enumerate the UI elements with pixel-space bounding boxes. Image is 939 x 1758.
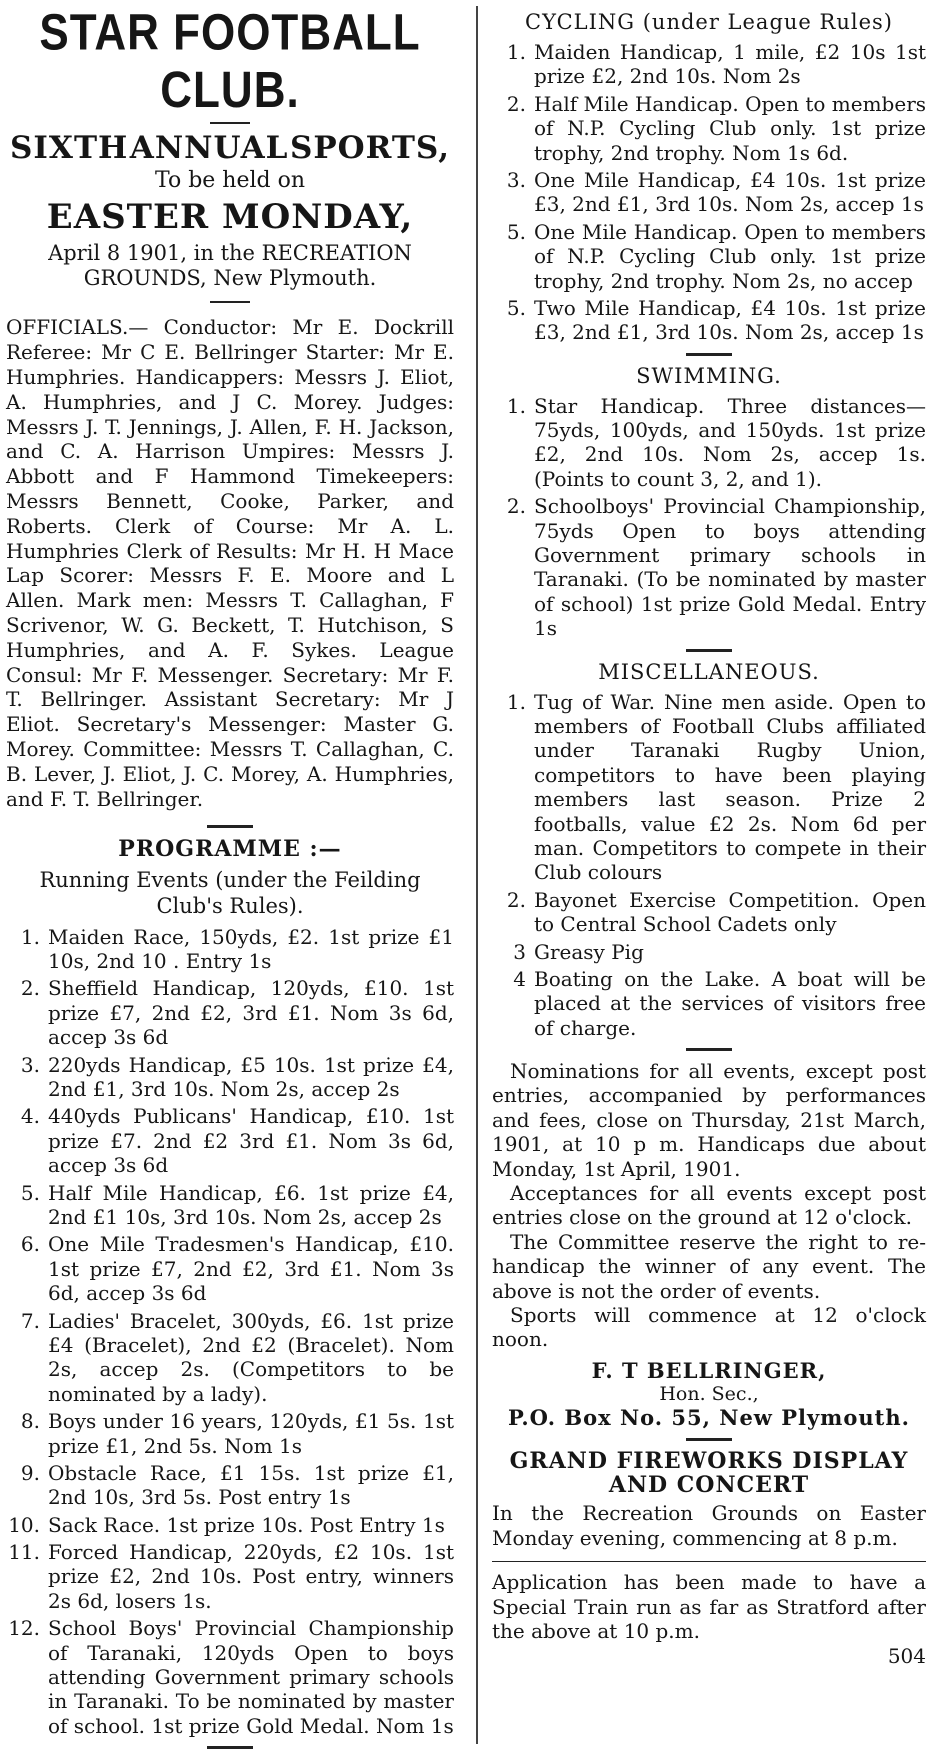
divider — [686, 353, 732, 356]
event-text: Two Mile Handicap, £4 10s. 1st prize £3, 2nd £1, 3rd 10s. Nom 2s, accep 1s — [534, 295, 926, 345]
event-item — [6, 1104, 454, 1177]
officials-list: OFFICIALS.— Conductor: Mr E. Dockrill Referee: Mr C E. Bellringer Starter: Mr E. Humphries. Handicappers: Messrs J. Eliot, A. Humphries, and J C. Morey. Judges: Messrs J. T. Jennings, J. Allen, F. H. Jackson, and C. A. Harrison Umpires: Messrs J. Abbott and F Hammond Timekeepers: Messrs Bennett, Cooke, Parker, and Roberts. Clerk of Course: Mr A. L. Humphries Clerk of Results: Mr H. H Mace Lap Scorer: Messrs F. E. Moore and L Allen. Mark men: Messrs T. Callaghan, F Scrivenor, W. G. Beckett, T. Hutchison, S Humphries, and A. F. Sykes. League Consul: Mr F. Messenger. Secretary: Mr F. T. Bellringer. Assistant Secretary: Mr J Eliot. Secretary's Messenger: Master G. Morey. Committee: Messrs T. Callaghan, C. B. Lever, J. Eliot, J. C. Morey, A. Humphries, and F. T. Bellringer. — [6, 315, 454, 811]
event-item — [6, 925, 454, 974]
event-item — [6, 1513, 454, 1537]
event-text: Sheffield Handicap, 120yds, £10. 1st prize £7, 2nd £2, 3rd £1. Nom 3s 6d, accep 3s 6d — [48, 976, 454, 1050]
ad-number: 504 — [887, 1644, 926, 1669]
event-text: Maiden Handicap, 1 mile, £2 10s 1st prize £2, 2nd 10s. Nom 2s — [534, 40, 926, 89]
event-number: 6. — [20, 1232, 40, 1257]
event-text: Bayonet Exercise Competition. Open to Central School Cadets only — [534, 887, 926, 937]
event-number: 5. — [20, 1180, 40, 1205]
running-events-list — [6, 925, 454, 1739]
event-item — [492, 888, 926, 937]
event-item — [492, 690, 926, 885]
event-text: Ladies' Bracelet, 300yds, £6. 1st prize £4 (Bracelet), 2nd £2 (Bracelet). Nom 2s, accep 2s. (Competitors to be nominated by a lady). — [48, 1308, 454, 1406]
note-paragraph: Nominations for all events, except post entries, accompanied by performances and fees, close on Thursday, 21st March, 1901, at 10 p m. Handicaps due about Monday, 1st April, 1901. — [492, 1059, 926, 1181]
fireworks-heading-line: AND CONCERT — [608, 1471, 810, 1498]
masthead: STAR FOOTBALL CLUB. — [39, 4, 421, 119]
event-number: 12. — [8, 1616, 40, 1641]
event-item — [6, 976, 454, 1049]
divider — [686, 1438, 732, 1441]
event-number: 1. — [20, 924, 40, 949]
event-item — [6, 1461, 454, 1510]
fireworks-text: In the Recreation Grounds on Easter Monday evening, commencing at 8 p.m. — [492, 1501, 926, 1550]
secretary-name: F. T BELLRINGER, — [591, 1357, 827, 1383]
event-number: 3. — [506, 167, 526, 192]
miscellaneous-events-list — [492, 690, 926, 1040]
event-number: 2. — [506, 887, 526, 912]
event-item — [492, 940, 926, 964]
event-item — [6, 1181, 454, 1230]
swimming-heading: SWIMMING. — [636, 363, 782, 388]
ad-footer — [492, 1644, 926, 1668]
secretary-address: P.O. Box No. 55, New Plymouth. — [508, 1404, 910, 1430]
title-word: SIXTH — [10, 130, 129, 166]
event-text: Half Mile Handicap. Open to members of N.P. Cycling Club only. 1st prize trophy, 2nd trophy. Nom 1s 6d. — [534, 91, 927, 165]
event-number: 4. — [20, 1104, 40, 1129]
secretary-role: Hon. Sec., — [659, 1382, 759, 1405]
event-number: 3 — [513, 939, 526, 964]
divider — [207, 825, 253, 828]
note-paragraph: The Committee reserve the right to re-handicap the winner of any event. The above is not the order of events. — [492, 1229, 926, 1303]
event-text: Sack Race. 1st prize 10s. Post Entry 1s — [48, 1512, 445, 1537]
event-text: One Mile Tradesmen's Handicap, £10. 1st prize £7, 2nd £2, 3rd £1. Nom 3s 6d, accep 3s 6d — [48, 1232, 454, 1306]
event-number: 3. — [20, 1052, 40, 1077]
event-item — [6, 1053, 454, 1102]
event-item — [492, 168, 926, 217]
event-item — [492, 967, 926, 1040]
event-item — [492, 220, 926, 293]
event-text: Greasy Pig — [534, 939, 644, 964]
event-text: Half Mile Handicap, £6. 1st prize £4, 2nd £1 10s, 3rd 10s. Nom 2s, accep 2s — [48, 1180, 454, 1229]
event-text: 220yds Handicap, £5 10s. 1st prize £4, 2nd £1, 3rd 10s. Nom 2s, accep 2s — [48, 1052, 454, 1102]
event-item — [492, 92, 926, 165]
event-number: 2. — [506, 91, 526, 116]
programme-heading: PROGRAMME :— — [118, 836, 342, 863]
event-number: 1. — [506, 689, 526, 714]
note-paragraph: Sports will commence at 12 o'clock noon. — [492, 1302, 926, 1352]
event-number: 5. — [506, 295, 526, 320]
event-text: Obstacle Race, £1 15s. 1st prize £1, 2nd 10s, 3rd 5s. Post entry 1s — [48, 1460, 454, 1510]
programme-subheading: Running Events (under the Feilding Club's Rules). — [39, 868, 421, 918]
to-be-held: To be held on — [154, 168, 305, 193]
event-text: Tug of War. Nine men aside. Open to members of Football Clubs affiliated under Taranaki Rugby Union, competitors to have been playing members last season. Prize 2 footballs, value £2 2s. Nom 6d per man. Competitors to compete in their Club colours — [534, 689, 926, 885]
event-number: 8. — [20, 1409, 40, 1434]
event-title — [6, 130, 454, 166]
notes-block — [492, 1059, 926, 1352]
column-divider — [476, 6, 478, 1744]
event-item — [6, 1232, 454, 1305]
fireworks-heading-line: GRAND FIREWORKS DISPLAY — [509, 1447, 909, 1474]
event-item — [6, 1309, 454, 1407]
event-text: 440yds Publicans' Handicap, £10. 1st prize £7. 2nd £2 3rd £1. Nom 3s 6d, accep 3s 6d — [48, 1104, 454, 1178]
event-item — [492, 494, 926, 640]
event-number: 11. — [8, 1540, 40, 1565]
event-item — [492, 40, 926, 89]
train-notice: Application has been made to have a Special Train run as far as Stratford after the above at 10 p.m. — [492, 1569, 926, 1644]
title-word: SPORTS, — [289, 130, 450, 166]
event-number: 2. — [506, 494, 526, 519]
event-text: Maiden Race, 150yds, £2. 1st prize £1 10s, 2nd 10 . Entry 1s — [48, 924, 454, 974]
right-column — [484, 0, 936, 1668]
divider — [210, 301, 250, 303]
divider — [686, 1048, 732, 1051]
cycling-heading: CYCLING (under League Rules) — [525, 10, 893, 34]
divider — [492, 1561, 926, 1562]
event-item — [6, 1540, 454, 1613]
event-item — [492, 394, 926, 492]
event-text: Boating on the Lake. A boat will be placed at the services of visitors free of charge. — [534, 966, 926, 1040]
event-day: EASTER MONDAY, — [46, 197, 414, 237]
left-column — [0, 0, 468, 1757]
event-number: 1. — [506, 40, 526, 64]
title-word: ANNUAL — [129, 130, 289, 166]
event-number: 9. — [20, 1460, 40, 1485]
divider — [207, 1746, 253, 1749]
event-number: 1. — [506, 393, 526, 418]
event-number: 2. — [20, 976, 40, 1001]
miscellaneous-heading: MISCELLANEOUS. — [598, 659, 820, 684]
divider — [686, 649, 732, 652]
event-number: 5. — [506, 219, 526, 244]
divider — [210, 122, 250, 124]
event-text: Star Handicap. Three distances— 75yds, 100yds, and 150yds. 1st prize £2, 2nd 10s. Nom 2s, accep 1s. (Points to count 3, 2, and 1). — [534, 393, 926, 491]
cycling-events-list — [492, 40, 926, 345]
event-number: 7. — [20, 1308, 40, 1333]
date-venue: April 8 1901, in the RECREATION GROUNDS, New Plymouth. — [48, 241, 412, 291]
event-text: Forced Handicap, 220yds, £2 10s. 1st prize £2, 2nd 10s. Post entry, winners 2s 6d, losers 1s. — [48, 1540, 454, 1613]
swimming-events-list — [492, 394, 926, 641]
event-number: 10. — [8, 1512, 40, 1537]
event-item — [492, 296, 926, 345]
note-paragraph: Acceptances for all events except post entries close on the ground at 12 o'clock. — [492, 1181, 926, 1230]
event-item — [6, 1616, 454, 1738]
event-text: One Mile Handicap. Open to members of N.P. Cycling Club only. 1st prize trophy, 2nd trophy. Nom 2s, no accep — [534, 219, 926, 293]
fireworks-heading — [492, 1449, 926, 1497]
event-text: One Mile Handicap, £4 10s. 1st prize £3, 2nd £1, 3rd 10s. Nom 2s, accep 1s — [534, 167, 926, 217]
event-item — [6, 1409, 454, 1458]
event-number: 4 — [513, 966, 526, 991]
event-text: School Boys' Provincial Championship of Taranaki, 120yds Open to boys attending Government primary schools in Taranaki. To be nominated by master of school. 1st prize Gold Medal. Nom 1s — [48, 1616, 454, 1738]
event-text: Boys under 16 years, 120yds, £1 5s. 1st prize £1, 2nd 5s. Nom 1s — [48, 1409, 454, 1458]
event-text: Schoolboys' Provincial Championship, 75yds Open to boys attending Government primary schools in Taranaki. (To be nominated by master of school) 1st prize Gold Medal. Entry 1s — [534, 494, 926, 641]
